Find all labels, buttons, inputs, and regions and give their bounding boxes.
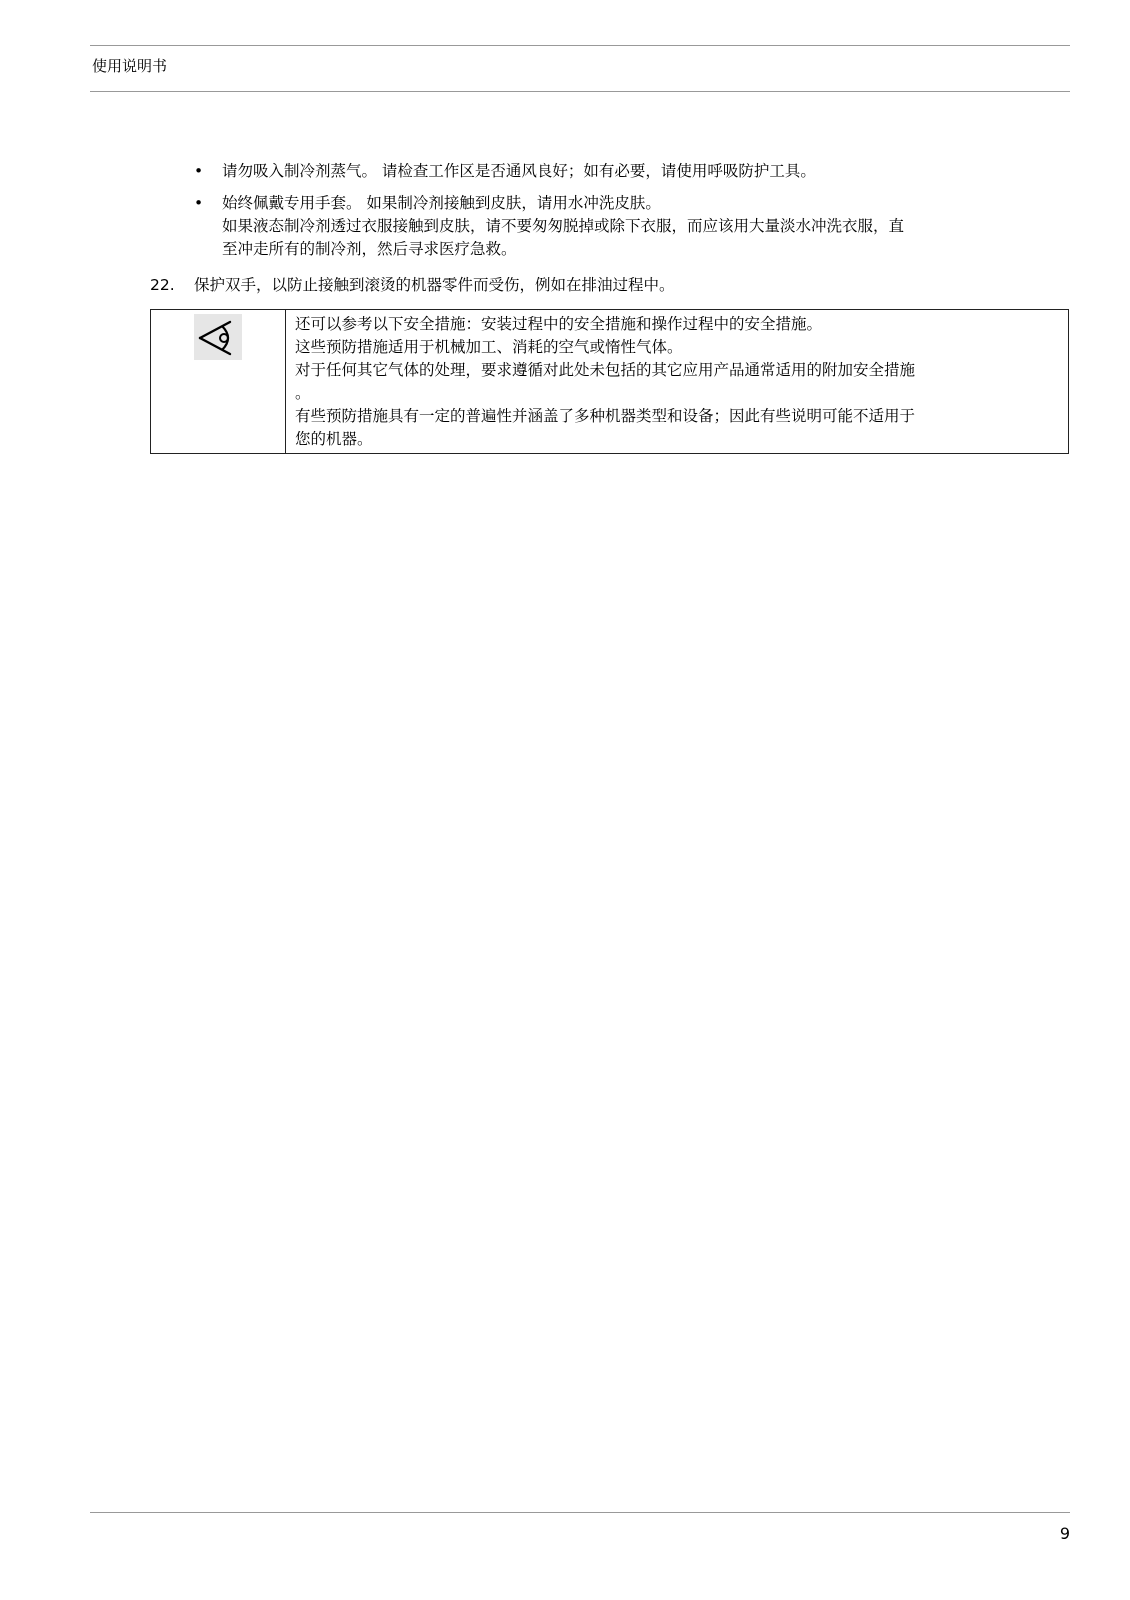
safety-bullet-list [190, 160, 1070, 270]
bullet-text-line: 如果液态制冷剂透过衣服接触到皮肤，请不要匆匆脱掉或除下衣服，而应该用大量淡水冲洗衣服，直 [222, 217, 905, 235]
notice-icon-cell [151, 310, 286, 453]
notice-line: 还可以参考以下安全措施：安装过程中的安全措施和操作过程中的安全措施。 [295, 315, 823, 333]
document-header-title: 使用说明书 [92, 57, 168, 75]
eye-symbol-icon [194, 314, 242, 360]
bullet-text-line: 至冲走所有的制冷剂，然后寻求医疗急救。 [222, 240, 517, 258]
notice-line: 对于任何其它气体的处理，要求遵循对此处未包括的其它应用产品通常适用的附加安全措施 [295, 361, 916, 379]
item-text: 保护双手，以防止接触到滚烫的机器零件而受伤，例如在排油过程中。 [194, 276, 675, 294]
header-bottom-rule [90, 91, 1070, 92]
bullet-marker: • [194, 162, 204, 180]
safety-notice-box [150, 309, 1069, 454]
bullet-item-gloves [190, 192, 1070, 261]
bullet-text-line: 始终佩戴专用手套。 如果制冷剂接触到皮肤，请用水冲洗皮肤。 [222, 194, 661, 212]
bullet-marker: • [194, 194, 204, 212]
bullet-text-line: 请勿吸入制冷剂蒸气。 请检查工作区是否通风良好；如有必要，请使用呼吸防护工具。 [222, 162, 816, 180]
numbered-item-22 [150, 274, 675, 297]
page-number: 9 [1059, 1524, 1070, 1543]
header-top-rule [90, 45, 1070, 46]
notice-line: 这些预防措施适用于机械加工、消耗的空气或惰性气体。 [295, 338, 683, 356]
notice-line: 。 [295, 384, 311, 402]
notice-text [286, 310, 921, 453]
notice-line: 有些预防措施具有一定的普遍性并涵盖了多种机器类型和设备；因此有些说明可能不适用于 [295, 407, 916, 425]
notice-line: 您的机器。 [295, 430, 373, 448]
footer-rule [90, 1512, 1070, 1513]
item-number: 22. [150, 276, 175, 294]
bullet-item-vapor [190, 160, 1070, 183]
